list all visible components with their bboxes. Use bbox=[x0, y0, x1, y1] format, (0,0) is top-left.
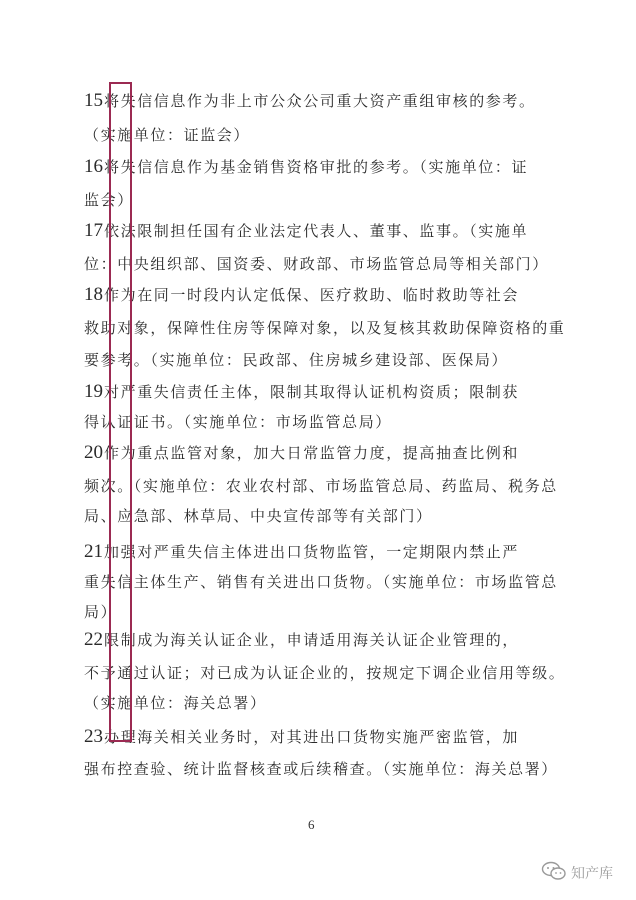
item-20-line-1: 20作为重点监管对象，加大日常监管力度，提高抽查比例和 bbox=[84, 442, 520, 463]
item-16-line-1: 16将失信信息作为基金销售资格审批的参考。（实施单位：证 bbox=[84, 156, 529, 177]
number-highlight-box bbox=[109, 82, 132, 742]
item-19-line-1: 19对严重失信责任主体，限制其取得认证机构资质；限制获 bbox=[84, 381, 520, 402]
wechat-icon bbox=[541, 861, 571, 885]
item-number: 20 bbox=[84, 442, 103, 463]
watermark-label: 知产库 bbox=[571, 866, 613, 882]
item-16-line-2: 监会） bbox=[84, 191, 134, 209]
item-number: 16 bbox=[84, 156, 103, 177]
item-number: 18 bbox=[84, 284, 103, 305]
item-number: 22 bbox=[84, 629, 103, 650]
item-18-line-2: 救助对象，保障性住房等保障对象，以及复核其救助保障资格的重 bbox=[84, 319, 566, 337]
item-21-line-1: 21加强对严重失信主体进出口货物监管，一定期限内禁止严 bbox=[84, 541, 520, 562]
item-21-line-3: 局） bbox=[84, 603, 118, 621]
item-22-line-3: （实施单位：海关总署） bbox=[84, 694, 267, 712]
item-23-line-1: 23办理海关相关业务时，对其进出口货物实施严密监管，加 bbox=[84, 726, 520, 747]
item-20-line-3: 局、应急部、林草局、中央宣传部等有关部门） bbox=[84, 507, 433, 525]
item-number: 23 bbox=[84, 726, 103, 747]
item-19-line-2: 得认证证书。（实施单位：市场监管总局） bbox=[84, 413, 392, 431]
item-17-line-2: 位：中央组织部、国资委、财政部、市场监管总局等相关部门） bbox=[84, 255, 549, 273]
item-21-line-2: 重失信主体生产、销售有关进出口货物。（实施单位：市场监管总 bbox=[84, 573, 558, 591]
item-number: 19 bbox=[84, 381, 103, 402]
item-18-line-1: 18作为在同一时段内认定低保、医疗救助、临时救助等社会 bbox=[84, 284, 520, 305]
watermark bbox=[541, 862, 613, 884]
item-number: 15 bbox=[84, 90, 103, 111]
item-15-line-2: （实施单位：证监会） bbox=[84, 126, 251, 144]
item-number: 21 bbox=[84, 541, 103, 562]
item-number: 17 bbox=[84, 220, 103, 241]
item-22-line-2: 不予通过认证；对已成为认证企业的，按规定下调企业信用等级。 bbox=[84, 664, 566, 682]
item-20-line-2: 频次。（实施单位：农业农村部、市场监管总局、药监局、税务总 bbox=[84, 477, 558, 495]
page-number: 6 bbox=[308, 817, 315, 832]
item-23-line-2: 强布控查验、统计监督核查或后续稽查。（实施单位：海关总署） bbox=[84, 760, 558, 778]
item-18-line-3: 要参考。（实施单位：民政部、住房城乡建设部、医保局） bbox=[84, 351, 509, 369]
item-17-line-1: 17依法限制担任国有企业法定代表人、董事、监事。（实施单 bbox=[84, 220, 529, 241]
item-22-line-1: 22限制成为海关认证企业，申请适用海关认证企业管理的， bbox=[84, 629, 520, 650]
item-15-line-1: 15将失信信息作为非上市公众公司重大资产重组审核的参考。 bbox=[84, 90, 536, 111]
